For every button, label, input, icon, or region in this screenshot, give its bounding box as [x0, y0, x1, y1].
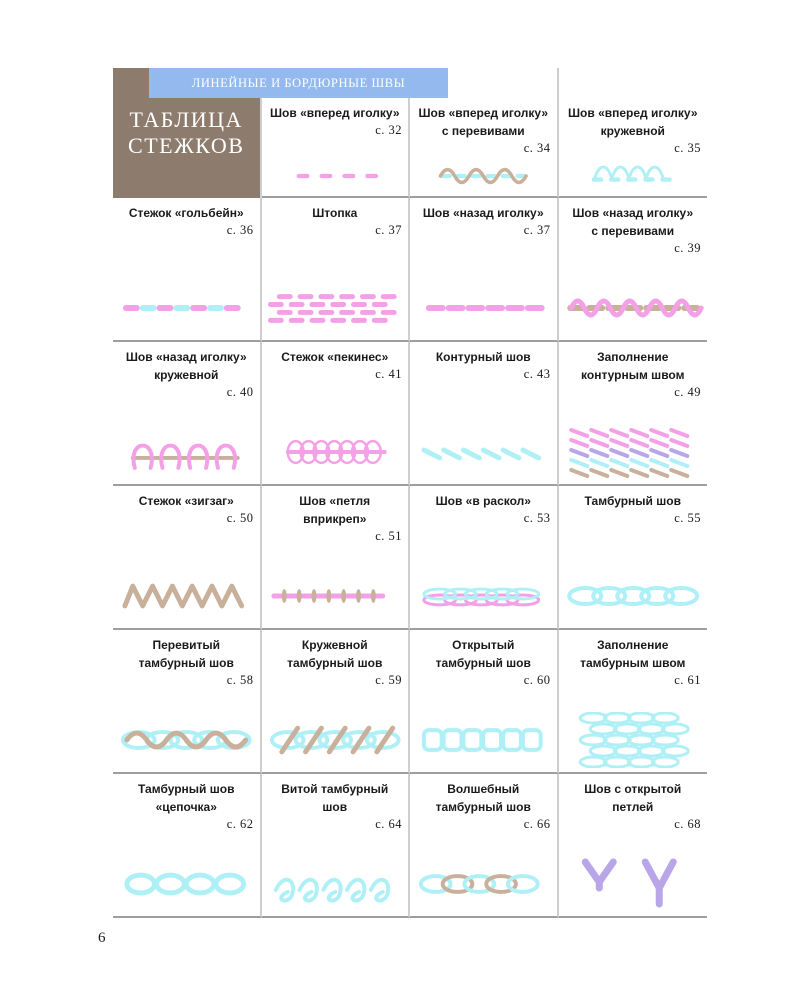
page-reference: с. 36: [226, 223, 254, 237]
stitch-cell: [113, 630, 262, 774]
page-number: 6: [98, 930, 106, 946]
couched-loop-stitch-icon: [262, 568, 409, 624]
stitch-cell: [262, 774, 411, 918]
stitch-cell: [559, 774, 708, 918]
stitch-cell: [113, 342, 262, 486]
stitch-cell: [559, 630, 708, 774]
open-chain-stitch-icon: [410, 712, 557, 768]
laced-running-stitch-icon: [559, 156, 708, 196]
split-stitch-icon: [410, 568, 557, 624]
page-reference: с. 40: [226, 385, 254, 399]
page-reference: с. 37: [375, 223, 402, 237]
stitch-cell: [262, 342, 411, 486]
stitch-cell: [410, 198, 559, 342]
stitch-cell: [559, 68, 708, 198]
backstitch-icon: [410, 280, 557, 336]
stem-filling-icon: [559, 424, 708, 480]
stitch-name: Штопка: [312, 206, 358, 220]
stitch-name: Шов «вперед иголку» кружевной: [567, 106, 698, 138]
page-reference: с. 66: [523, 817, 551, 831]
page-reference: с. 55: [674, 511, 701, 525]
twisted-chain-stitch-icon: [262, 856, 409, 912]
page-reference: с. 51: [375, 529, 402, 543]
stitch-cell: [113, 774, 262, 918]
running-stitch-icon: [262, 156, 409, 196]
stitch-name: Кружевной тамбурный шов: [287, 638, 383, 670]
stitch-cell: [113, 486, 262, 630]
stitch-name: Волшебный тамбурный шов: [435, 782, 531, 814]
stitch-table: [113, 68, 707, 918]
stitch-name: Стежок «пекинес»: [281, 350, 389, 364]
stitch-cell: [262, 198, 411, 342]
stitch-cell: [113, 198, 262, 342]
page-reference: с. 58: [226, 673, 254, 687]
chain-filling-icon: [559, 712, 708, 768]
stitch-name: Шов «назад иголку»: [422, 206, 544, 220]
page-reference: с. 35: [674, 141, 701, 155]
cable-chain-stitch-icon: [113, 856, 260, 912]
magic-chain-stitch-icon: [410, 856, 557, 912]
page-reference: с. 39: [674, 241, 701, 255]
table-title: ТАБЛИЦА СТЕЖКОВ: [128, 107, 245, 158]
stitch-name: Шов «назад иголку» кружевной: [125, 350, 247, 382]
laced-chain-stitch-icon: [262, 712, 409, 768]
page-reference: с. 34: [523, 141, 551, 155]
page-reference: с. 32: [375, 123, 402, 137]
stitch-cell: [410, 486, 559, 630]
page-reference: с. 60: [523, 673, 551, 687]
stitch-name: Стежок «гольбейн»: [128, 206, 244, 220]
page-reference: с. 62: [226, 817, 254, 831]
stitch-name: Открытый тамбурный шов: [435, 638, 531, 670]
zigzag-stitch-icon: [113, 568, 260, 624]
stitch-name: Шов «назад иголку» с перевивами: [572, 206, 694, 238]
stitch-name: Шов с открытой петлей: [584, 782, 682, 814]
page-reference: с. 68: [674, 817, 701, 831]
stitch-cell: [262, 630, 411, 774]
stem-stitch-icon: [410, 424, 557, 480]
page-reference: с. 50: [226, 511, 254, 525]
stitch-name: Тамбурный шов «цепочка»: [138, 782, 235, 814]
page-reference: с. 41: [375, 367, 402, 381]
stitch-name: Шов «вперед иголку»: [269, 106, 400, 120]
stitch-name: Шов «в раскол»: [435, 494, 531, 508]
page-reference: с. 37: [523, 223, 551, 237]
laced-backstitch-icon: [113, 424, 260, 480]
pekinese-stitch-icon: [262, 424, 409, 480]
page-reference: с. 59: [375, 673, 402, 687]
page-reference: с. 53: [523, 511, 551, 525]
fly-stitch-icon: [559, 856, 708, 912]
stitch-name: Заполнение контурным швом: [581, 350, 685, 382]
stitch-name: Заполнение тамбурным швом: [580, 638, 686, 670]
stitch-cell: [262, 486, 411, 630]
stitch-cell: [559, 198, 708, 342]
whipped-running-stitch-icon: [410, 156, 557, 196]
chain-stitch-icon: [559, 568, 708, 624]
page-reference: с. 43: [523, 367, 551, 381]
stitch-cell: [410, 342, 559, 486]
stitch-name: Стежок «зигзаг»: [138, 494, 234, 508]
stitch-cell: [559, 486, 708, 630]
stitch-cell: [410, 630, 559, 774]
stitch-name: Витой тамбурный шов: [281, 782, 389, 814]
stitch-name: Тамбурный шов: [584, 494, 681, 508]
whipped-backstitch-icon: [559, 280, 708, 336]
page-reference: с. 61: [674, 673, 701, 687]
stitch-cell: [559, 342, 708, 486]
page-reference: с. 64: [375, 817, 402, 831]
darning-stitch-icon: [262, 280, 409, 336]
page-reference: с. 49: [674, 385, 701, 399]
stitch-name: Шов «петля вприкреп»: [299, 494, 371, 526]
stitch-name: Перевитый тамбурный шов: [138, 638, 234, 670]
stitch-cell: [410, 774, 559, 918]
section-header: ЛИНЕЙНЫЕ И БОРДЮРНЫЕ ШВЫ: [149, 68, 448, 98]
whipped-chain-stitch-icon: [113, 712, 260, 768]
stitch-name: Контурный шов: [435, 350, 531, 364]
stitch-name: Шов «вперед иголку» с перевивами: [418, 106, 549, 138]
holbein-stitch-icon: [113, 280, 260, 336]
